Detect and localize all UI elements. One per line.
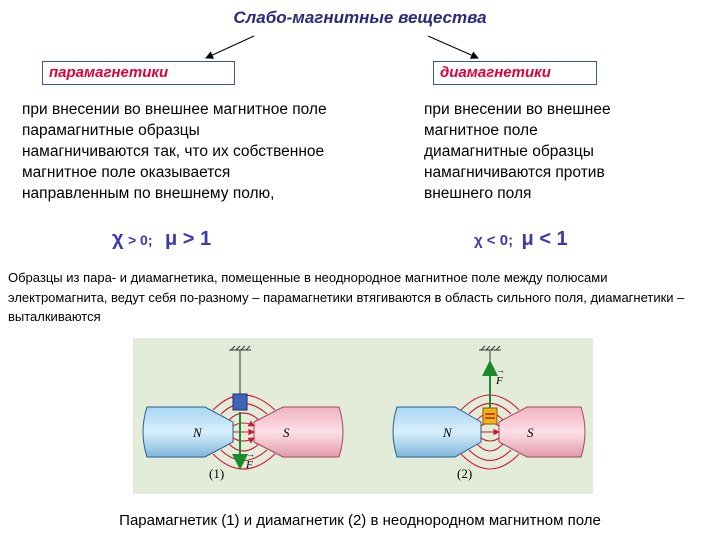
diamagnetic-sample — [483, 408, 497, 424]
diamagnetics-label: диамагнетики — [433, 61, 597, 85]
arrow-to-diamagnetics — [428, 36, 478, 58]
diamagnetics-formula — [474, 228, 568, 251]
panel-1-paramagnet — [143, 346, 343, 481]
south-pole-label: S — [527, 425, 534, 440]
south-pole-label: S — [283, 425, 290, 440]
chi-condition: χ < 0; — [474, 232, 514, 249]
north-pole — [143, 407, 233, 457]
north-pole-label: N — [443, 425, 452, 440]
chi-symbol: χ — [112, 228, 124, 250]
figure-caption: Парамагнетик (1) и диамагнетик (2) в неоднородном магнитном поле — [119, 512, 601, 529]
diamagnetics-text: при внесении во внешнее магнитное поле диамагнитные образцы намагничиваются против внешнего поля — [424, 101, 611, 202]
force-label: F — [246, 459, 253, 471]
panel-number: (2) — [457, 466, 473, 481]
south-pole — [254, 407, 343, 457]
ceiling-mount-icon — [479, 346, 501, 350]
force-vector-arrow: → — [246, 449, 255, 459]
paramagnetics-label: парамагнетики — [42, 61, 235, 85]
south-pole — [499, 407, 585, 457]
mu-condition: μ > 1 — [164, 228, 212, 250]
north-pole — [393, 407, 481, 457]
force-vector-arrow: → — [496, 365, 505, 375]
mu-condition: μ < 1 — [521, 228, 568, 250]
panel-number: (1) — [209, 466, 225, 481]
paramagnetic-sample — [233, 394, 247, 410]
description-text: Образцы из пара- и диамагнетика, помещенные в неоднородное магнитное поле между полюсами электромагнита, ведут себя по-разному – парамагнетики втягиваются в область сильного поля, диамагнетики – выталкиваются — [8, 270, 685, 324]
north-pole-label: N — [193, 425, 202, 440]
page-title: Слабо-магнитные вещества — [233, 8, 487, 27]
paramagnetics-text: при внесении во внешнее магнитное поле парамагнитные образцы намагничиваются так, что их собственное магнитное поле оказывается направленным по внешнему полю, — [22, 101, 327, 202]
branch-arrows — [0, 0, 720, 70]
ceiling-mount-icon — [229, 346, 251, 350]
arrow-to-paramagnetics — [206, 36, 254, 58]
paramagnetics-formula — [112, 228, 211, 251]
force-label: F — [496, 375, 503, 387]
panel-2-diamagnet — [393, 346, 585, 481]
chi-condition: > 0; — [127, 232, 153, 248]
electromagnet-figure — [133, 338, 593, 494]
